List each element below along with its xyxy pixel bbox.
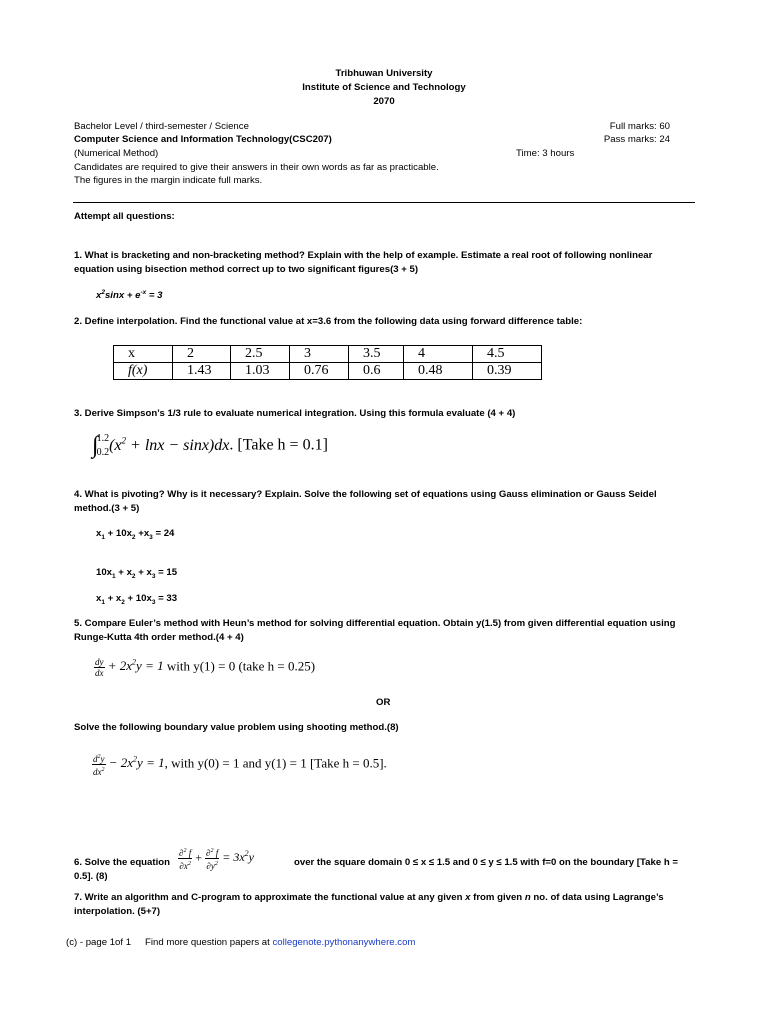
question-7-line-2: interpolation. (5+7) — [74, 906, 161, 917]
bvp-condition: , with y(0) = 1 and y(1) = 1 [Take h = 0.5]. — [164, 755, 387, 771]
collegenote-link[interactable]: collegenote.pythonanywhere.com — [272, 937, 416, 948]
attempt-all: Attempt all questions: — [74, 211, 175, 222]
question-1-equation: $x^2\sin x + e^{-x} = 3$ — [96, 289, 163, 302]
take-h-note: [Take h = 0.1] — [237, 436, 328, 454]
question-6-line-2: 0.5]. (8) — [74, 871, 108, 882]
question-6-lead: 6. Solve the equation — [74, 857, 170, 868]
equation-1: $x_1 + 10x_2 +x_3 = 24$ — [96, 528, 175, 541]
equation-2: $10x_1 + x_2 + x_3 = 15$ — [96, 567, 178, 580]
table-cell: 1.43 — [173, 363, 231, 380]
table-cell: 0.48 — [404, 363, 473, 380]
table-row-fx — [114, 363, 542, 380]
table-cell: 3 — [290, 346, 349, 363]
question-4-line-2: method.(3 + 5) — [74, 503, 140, 514]
question-7-part-a: 7. Write an algorithm and C-program to approximate the functional value at any given — [74, 892, 463, 903]
question-5-line-2: Runge-Kutta 4th order method.(4 + 4) — [74, 632, 244, 643]
institute-name: Institute of Science and Technology — [302, 82, 466, 93]
table-cell: 3.5 — [349, 346, 404, 363]
course-title: Computer Science and Information Technology(CSC207) — [74, 134, 332, 145]
table-cell: 0.39 — [473, 363, 542, 380]
question-3-integral: ∫ 1.2 0.2 $(x^2 + \ln x - \sin x)dx$. [Take h = 0.1] — [92, 432, 328, 459]
table-cell: 1.03 — [231, 363, 290, 380]
exam-year: 2070 — [373, 96, 395, 107]
table-cell: 4.5 — [473, 346, 542, 363]
subject-name: (Numerical Method) — [74, 148, 159, 159]
table-cell: 2.5 — [231, 346, 290, 363]
question-7-line-1: 7. Write an algorithm and C-program to approximate the functional value at any given x from given n no. of data using Lagrange’s — [74, 892, 664, 903]
instruction-2: The figures in the margin indicate full marks. — [74, 175, 263, 186]
table-cell: x — [114, 346, 173, 363]
table-cell: 0.6 — [349, 363, 404, 380]
question-1-line-2: equation using bisection method correct up to two significant figures(3 + 5) — [74, 264, 419, 275]
question-6-rest: over the square domain 0 ≤ x ≤ 1.5 and 0 ≤ y ≤ 1.5 with f=0 on the boundary [Take h = — [294, 857, 678, 868]
table-cell: 0.76 — [290, 363, 349, 380]
question-1-line-1: 1. What is bracketing and non-bracketing method? Explain with the help of example. Estimate a real root of following nonlinear — [74, 250, 653, 261]
pass-marks: Pass marks: 24 — [603, 134, 670, 145]
question-5-alternative: Solve the following boundary value problem using shooting method.(8) — [74, 722, 399, 733]
or-label: OR — [376, 697, 391, 708]
interpolation-table — [113, 345, 542, 380]
poisson-equation: $\frac{\partial^2 f}{\partial x^2}$ + $\frac{\partial^2 f}{\partial y^2}$ = $3x^2y$ — [179, 848, 254, 871]
footer-note — [145, 937, 415, 948]
question-4-line-1: 4. What is pivoting? Why is it necessary? Explain. Solve the following set of equations using Gauss elimination or Gauss Seidel — [74, 489, 657, 500]
table-row-x — [114, 346, 542, 363]
instruction-1: Candidates are required to give their answers in their own words as far as practicable. — [74, 162, 439, 173]
equation-3: $x_1 + x_2 + 10x_3 = 33$ — [96, 593, 178, 606]
question-7-part-b: from given — [473, 892, 523, 903]
ode-condition: with y(1) = 0 (take h = 0.25) — [166, 658, 316, 674]
page-number: (c) - page 1of 1 — [66, 937, 132, 948]
boundary-value-equation: $\frac{d^2y}{dx^2}$ − $2x^2y = 1$, with y(0) = 1 and y(1) = 1 [Take h = 0.5]. — [93, 754, 387, 777]
level-text: Bachelor Level / third-semester / Science — [74, 121, 249, 132]
header-divider — [73, 202, 695, 203]
question-3-text: 3. Derive Simpson’s 1/3 rule to evaluate numerical integration. Using this formula evaluate (4 + 4) — [74, 408, 516, 419]
time-allowed: Time: 3 hours — [516, 148, 575, 159]
table-cell: f(x) — [114, 363, 173, 380]
table-cell: 2 — [173, 346, 231, 363]
question-2-text: 2. Define interpolation. Find the functional value at x=3.6 from the following data using forward difference table: — [74, 316, 583, 327]
full-marks: Full marks: 60 — [609, 121, 670, 132]
question-5-line-1: 5. Compare Euler’s method with Heun’s method for solving differential equation. Obtain y(1.5) from given differential equation using — [74, 618, 676, 629]
question-5-ode: $\frac{dy}{dx}$ + $2x^2y = 1$ with y(1) = 0 (take h = 0.25) — [95, 657, 316, 678]
university-name: Tribhuwan University — [335, 68, 433, 79]
question-7-part-c: no. of data using Lagrange’s — [533, 892, 664, 903]
table-cell: 4 — [404, 346, 473, 363]
footer-find-text: Find more question papers at — [145, 937, 270, 948]
